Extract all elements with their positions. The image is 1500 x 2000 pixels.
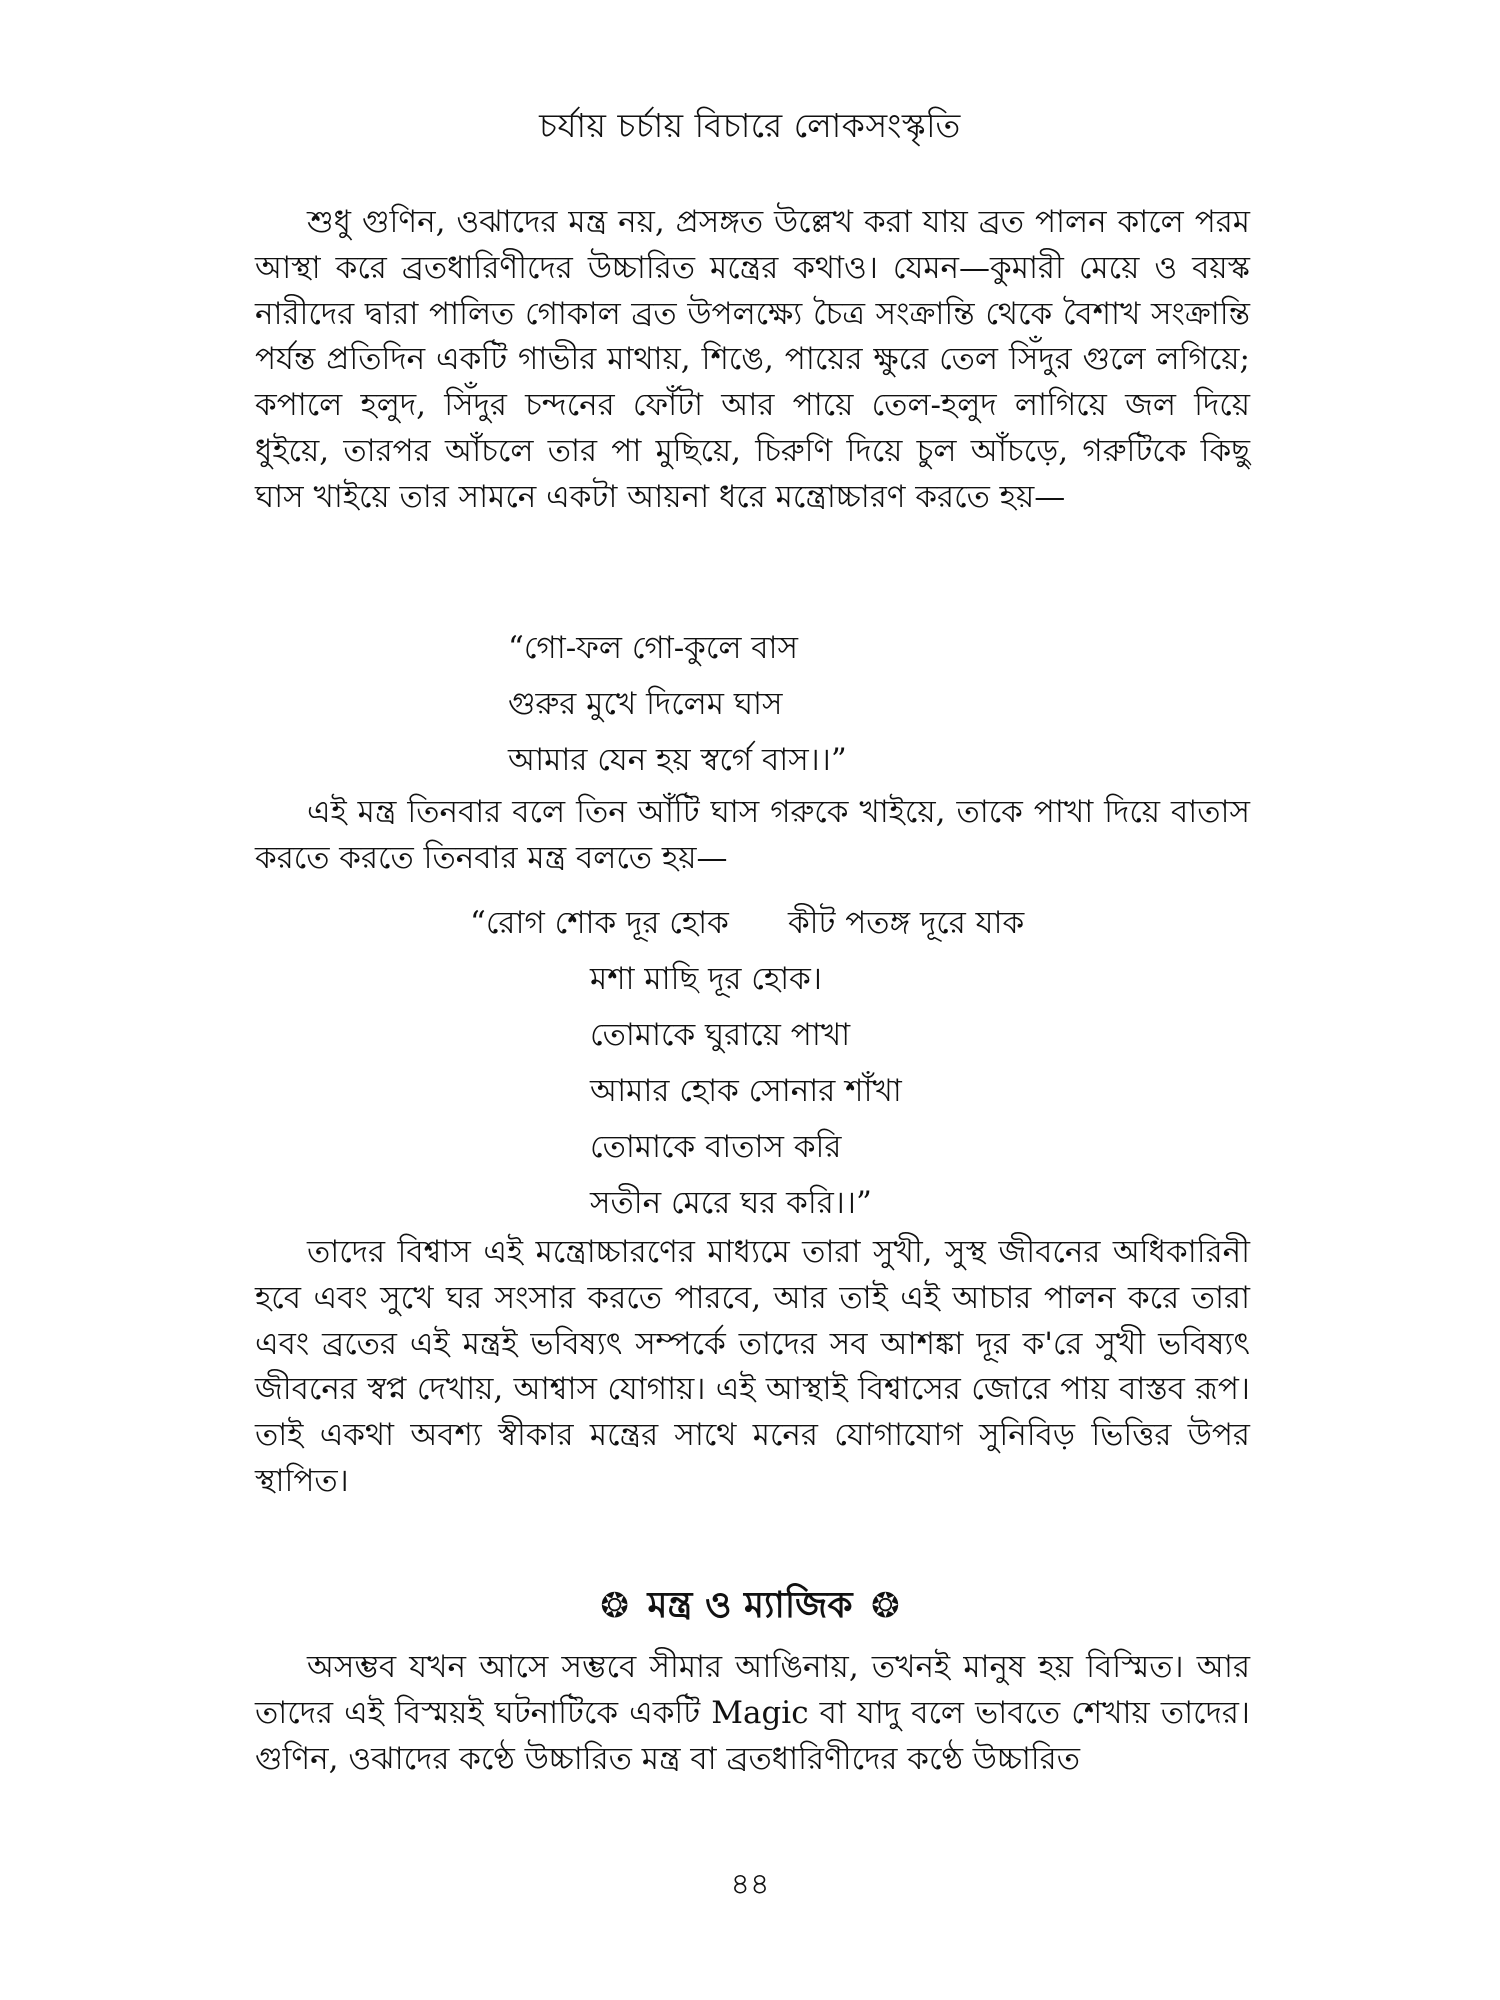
verse-mantra-2: [470, 895, 1024, 1231]
paragraph: তাদের বিশ্বাস এই মন্ত্রোচ্চারণের মাধ্যমে তারা সুখী, সুস্থ জীবনের অধিকারিনী হবে এবং সুখে ঘর সংসার করতে পারবে, আর তাই এই আচার পালন করে তারা এবং ব্রতের এই মন্ত্রই ভবিষ্যৎ সম্পর্কে তাদের সব আশঙ্কা দূর ক'রে সুখী ভবিষ্যৎ জীবনের স্বপ্ন দেখায়, আশ্বাস যোগায়। এই আস্থাই বিশ্বাসের জোরে পায় বাস্তব রূপ। তাই একথা অবশ্য স্বীকার মন্ত্রের সাথে মনের যোগাযোগ সুনিবিড় ভিত্তির উপর স্থাপিত।: [255, 1234, 1250, 1499]
verse-line-part: “রোগ শোক দূর হোক: [470, 905, 729, 941]
running-header: চর্যায় চর্চায় বিচারে লোকসংস্কৃতি: [539, 106, 961, 145]
paragraph: শুধু গুণিন, ওঝাদের মন্ত্র নয়, প্রসঙ্গত উল্লেখ করা যায় ব্রত পালন কালে পরম আস্থা করে ব্রতধারিণীদের উচ্চারিত মন্ত্রের কথাও। যেমন—কুমারী মেয়ে ও বয়স্ক নারীদের দ্বারা পালিত গোকাল ব্রত উপলক্ষ্যে চৈত্র সংক্রান্তি থেকে বৈশাখ সংক্রান্তি পর্যন্ত প্রতিদিন একটি গাভীর মাথায়, শিঙে, পায়ের ক্ষুরে তেল সিঁদুর গুলে লগিয়ে; কপালে হলুদ, সিঁদুর চন্দনের ফোঁটা আর পায়ে তেল-হলুদ লাগিয়ে জল দিয়ে ধুইয়ে, তারপর আঁচলে তার পা মুছিয়ে, চিরুণি দিয়ে চুল আঁচড়ে, গরুটিকে কিছু ঘাস খাইয়ে তার সামনে একটা আয়না ধরে মন্ত্রোচ্চারণ করতে হয়—: [255, 204, 1250, 515]
verse-line: আমার যেন হয় স্বর্গে বাস।।”: [508, 742, 847, 778]
verse-line: “গো-ফল গো-কুলে বাস: [508, 630, 798, 666]
verse-line: সতীন মেরে ঘর করি।।”: [590, 1185, 872, 1221]
verse-line: তোমাকে বাতাস করি: [590, 1129, 842, 1165]
paragraph: অসম্ভব যখন আসে সম্ভবে সীমার আঙিনায়, তখনই মানুষ হয় বিস্মিত। আর তাদের এই বিস্ময়ই ঘটনাটিকে একটি Magic বা যাদু বলে ভাবতে শেখায় তাদের। গুণিন, ওঝাদের কণ্ঠে উচ্চারিত মন্ত্র বা ব্রতধারিণীদের কণ্ঠে উচ্চারিত: [255, 1649, 1250, 1777]
page-number: ৪৪: [730, 1867, 770, 1902]
verse-line-part: কীট পতঙ্গ দূরে যাক: [787, 905, 1025, 941]
section-title: মন্ত্র ও ম্যাজিক: [647, 1584, 853, 1626]
paragraph: এই মন্ত্র তিনবার বলে তিন আঁটি ঘাস গরুকে খাইয়ে, তাকে পাখা দিয়ে বাতাস করতে করতে তিনবার মন্ত্র বলতে হয়—: [255, 794, 1250, 876]
section-heading: [0, 1578, 1500, 1638]
verse-mantra-1: [508, 620, 847, 788]
verse-line: মশা মাছি দূর হোক।: [590, 961, 822, 997]
flower-ornament-icon: ❂: [600, 1586, 629, 1626]
verse-line: গুরুর মুখে দিলেম ঘাস: [508, 686, 783, 722]
flower-ornament-icon: ❂: [871, 1586, 900, 1626]
verse-line: তোমাকে ঘুরায়ে পাখা: [590, 1017, 851, 1053]
verse-line: আমার হোক সোনার শাঁখা: [590, 1073, 902, 1109]
verse-line: [470, 895, 1024, 951]
